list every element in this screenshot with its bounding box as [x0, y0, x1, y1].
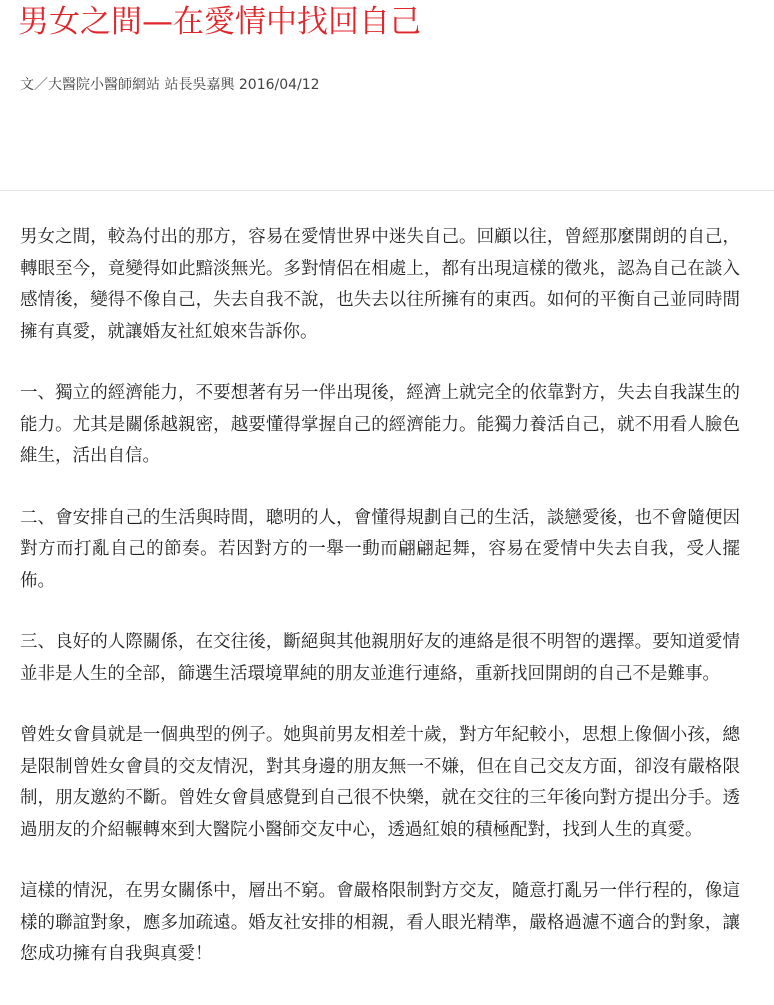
article-paragraph-intro: 男女之間，較為付出的那方，容易在愛情世界中迷失自己。回顧以往，曾經那麼開朗的自己，轉眼至今，竟變得如此黯淡無光。多對情侶在相處上，都有出現這樣的徵兆，認為自己在談入感情後，變得不像自己，失去自我不說，也失去以往所擁有的東西。如何的平衡自己並同時間擁有真愛，就讓婚友社紅娘來告訴你。 [20, 227, 740, 342]
article-paragraph-point-3: 三、良好的人際關係，在交往後，斷絕與其他親朋好友的連絡是很不明智的選擇。要知道愛情並非是人生的全部，篩選生活環境單純的朋友並進行連絡，重新找回開朗的自己不是難事。 [20, 632, 740, 684]
article-byline: 文／大醫院小醫師網站 站長吳嘉興 2016/04/12 [20, 77, 320, 93]
header-divider [0, 190, 774, 191]
article-paragraph-point-1: 一、獨立的經濟能力，不要想著有另一伴出現後，經濟上就完全的依靠對方，失去自我謀生的能力。尤其是關係越親密，越要懂得掌握自己的經濟能力。能獨力養活自己，就不用看人臉色維生，活出自信。 [20, 383, 740, 466]
article-title: 男女之間—在愛情中找回自己 [18, 4, 421, 40]
article-paragraph-conclusion: 這樣的情況，在男女關係中，層出不窮。會嚴格限制對方交友，隨意打亂另一伴行程的，像這樣的聯誼對象，應多加疏遠。婚友社安排的相親，看人眼光精準，嚴格過濾不適合的對象，讓您成功擁有自我與真愛！ [20, 881, 740, 964]
article-paragraph-example: 曾姓女會員就是一個典型的例子。她與前男友相差十歲，對方年紀較小，思想上像個小孩，總是限制曾姓女會員的交友情況，對其身邊的朋友無一不嫌，但在自己交友方面，卻沒有嚴格限制，朋友邀約不斷。曾姓女會員感覺到自己很不快樂，就在交往的三年後向對方提出分手。透過朋友的介紹輾轉來到大醫院小醫師交友中心，透過紅娘的積極配對，找到人生的真愛。 [20, 725, 740, 840]
article-paragraph-point-2: 二、會安排自己的生活與時間，聰明的人，會懂得規劃自己的生活，談戀愛後，也不會隨便因對方而打亂自己的節奏。若因對方的一舉一動而翩翩起舞，容易在愛情中失去自我，受人擺佈。 [20, 507, 740, 591]
article-body [20, 222, 740, 1001]
